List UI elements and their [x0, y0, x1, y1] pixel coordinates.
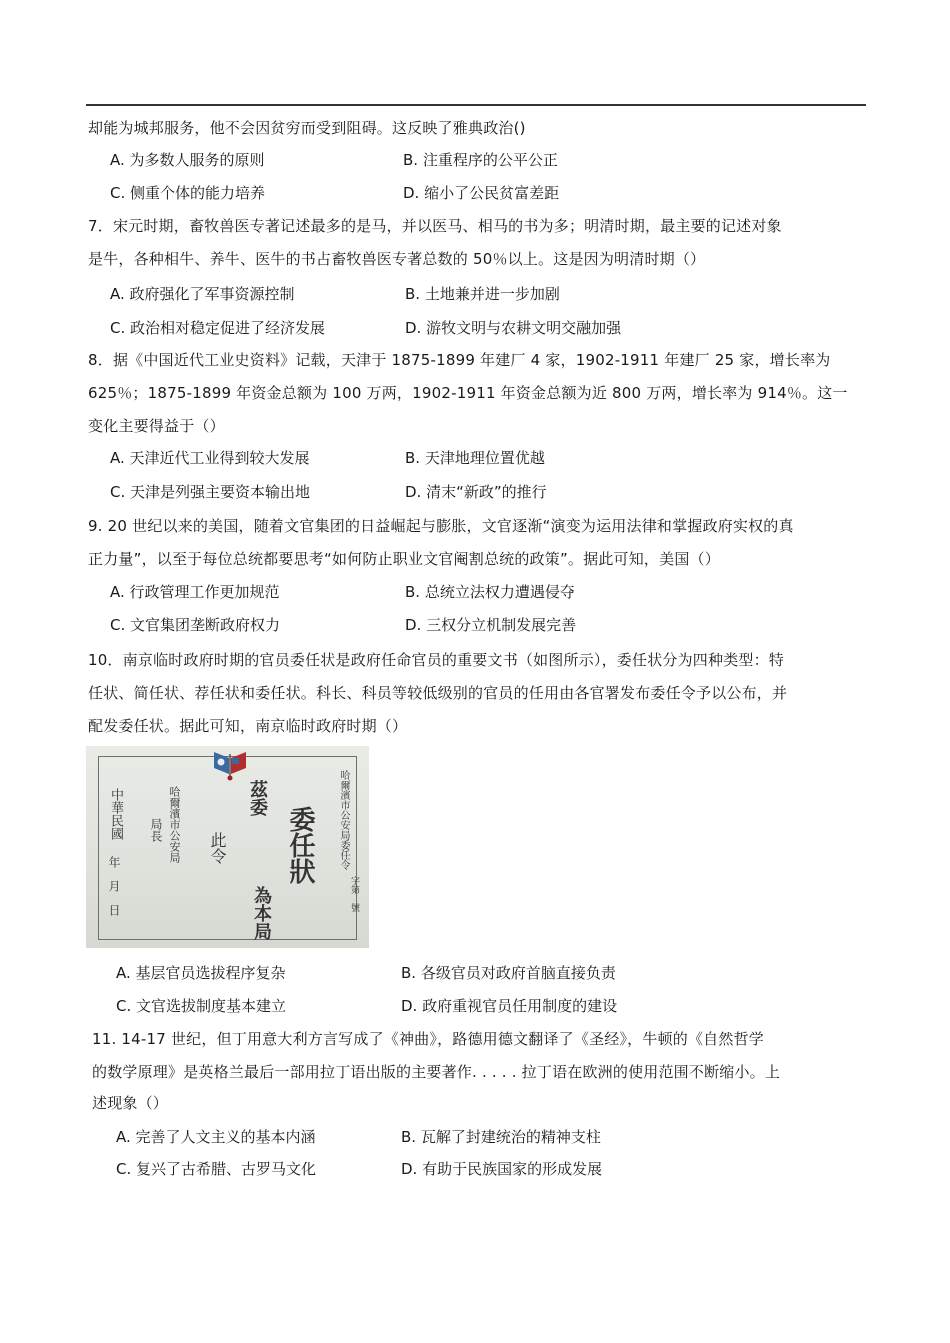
q11-option-a[interactable]: A. 完善了人文主义的基本内涵: [116, 1128, 316, 1146]
certificate-order: 此令: [208, 832, 227, 864]
q11-stem-line2: 的数学原理》是英格兰最后一部用拉丁语出版的主要著作. . . . . 拉丁语在欧洲的使用范围不断缩小。上: [92, 1063, 781, 1081]
q11-option-d[interactable]: D. 有助于民族国家的形成发展: [401, 1160, 603, 1178]
q7-option-b[interactable]: B. 土地兼并进一步加剧: [405, 285, 560, 303]
q10-stem-line3: 配发委任状。据此可知，南京临时政府时期（）: [88, 717, 408, 735]
q9-option-c[interactable]: C. 文官集团垄断政府权力: [110, 616, 281, 634]
q6-option-c[interactable]: C. 侧重个体的能力培养: [110, 184, 266, 202]
q9-option-b[interactable]: B. 总统立法权力遭遇侵夺: [405, 583, 575, 601]
q10-option-d[interactable]: D. 政府重视官员任用制度的建设: [401, 997, 618, 1015]
q7-stem-line2: 是牛，各种相牛、养牛、医牛的书占畜牧兽医专著总数的 50％以上。这是因为明清时期（）: [88, 250, 706, 268]
q9-stem-line1: 9. 20 世纪以来的美国，随着文官集团的日益崛起与膨胀，文官逐渐“演变为运用法律和掌握政府实权的真: [88, 517, 794, 535]
certificate-bureau: 哈爾濱市公安局: [168, 786, 181, 863]
q8-option-d[interactable]: D. 清末“新政”的推行: [405, 483, 547, 501]
q9-option-a[interactable]: A. 行政管理工作更加规范: [110, 583, 280, 601]
q11-option-b[interactable]: B. 瓦解了封建统治的精神支柱: [401, 1128, 601, 1146]
certificate-issuer: 哈爾濱市公安局委任令: [338, 770, 349, 870]
certificate-for-bureau: 為本局: [251, 886, 272, 940]
q7-option-c[interactable]: C. 政治相对稳定促进了经济发展: [110, 319, 326, 337]
q9-option-d[interactable]: D. 三权分立机制发展完善: [405, 616, 577, 634]
q8-option-c[interactable]: C. 天津是列强主要资本输出地: [110, 483, 311, 501]
certificate-era: 中華民國: [108, 788, 123, 840]
q10-stem-line1: 10．南京临时政府时期的官员委任状是政府任命官员的重要文书（如图所示），委任状分为四种类型：特: [88, 651, 784, 669]
q6-option-d[interactable]: D. 缩小了公民贫富差距: [403, 184, 560, 202]
certificate-main-title: 委任狀: [285, 806, 315, 884]
q10-option-a[interactable]: A. 基层官员选拔程序复杂: [116, 964, 286, 982]
q6-stem-tail: 却能为城邦服务，他不会因贫穷而受到阻碍。这反映了雅典政治(): [88, 119, 526, 137]
q11-stem-line1: 11. 14-17 世纪，但丁用意大利方言写成了《神曲》，路德用德文翻译了《圣经》，牛顿的《自然哲学: [92, 1030, 764, 1048]
q9-stem-line2: 正力量”，以至于每位总统都要思考“如何防止职业文官阉割总统的政策”。据此可知，美国（）: [88, 550, 720, 568]
certificate-number: 字第 號: [349, 876, 359, 912]
q11-stem-line3: 述现象（）: [92, 1094, 169, 1112]
certificate-chief: 局長: [149, 818, 163, 842]
certificate-appoint: 茲委: [247, 780, 268, 816]
q7-stem-line1: 7．宋元时期，畜牧兽医专著记述最多的是马，并以医马、相马的书为多；明清时期，最主要的记述对象: [88, 217, 782, 235]
q7-option-a[interactable]: A. 政府强化了军事资源控制: [110, 285, 295, 303]
certificate-date: 年 月 日: [107, 856, 121, 916]
q8-stem-line2: 625％；1875-1899 年资金总额为 100 万两，1902-1911 年资金总额为近 800 万两，增长率为 914％。这一: [88, 384, 848, 402]
q8-stem-line1: 8．据《中国近代工业史资料》记载，天津于 1875-1899 年建厂 4 家，1902-1911 年建厂 25 家，增长率为: [88, 351, 831, 369]
appointment-certificate-image: [86, 746, 369, 948]
q6-option-b[interactable]: B. 注重程序的公平公正: [403, 151, 558, 169]
q11-option-c[interactable]: C. 复兴了古希腊、古罗马文化: [116, 1160, 317, 1178]
header-rule: [86, 104, 866, 106]
q10-option-c[interactable]: C. 文官选拔制度基本建立: [116, 997, 287, 1015]
q8-option-a[interactable]: A. 天津近代工业得到较大发展: [110, 449, 310, 467]
crossed-flags-icon: [212, 748, 248, 782]
q8-option-b[interactable]: B. 天津地理位置优越: [405, 449, 545, 467]
q10-option-b[interactable]: B. 各级官员对政府首脑直接负责: [401, 964, 616, 982]
q10-stem-line2: 任状、简任状、荐任状和委任状。科长、科员等较低级别的官员的任用由各官署发布委任令予以公布，并: [88, 684, 788, 702]
q6-option-a[interactable]: A. 为多数人服务的原则: [110, 151, 265, 169]
q8-stem-line3: 变化主要得益于（）: [88, 417, 225, 435]
q7-option-d[interactable]: D. 游牧文明与农耕文明交融加强: [405, 319, 622, 337]
